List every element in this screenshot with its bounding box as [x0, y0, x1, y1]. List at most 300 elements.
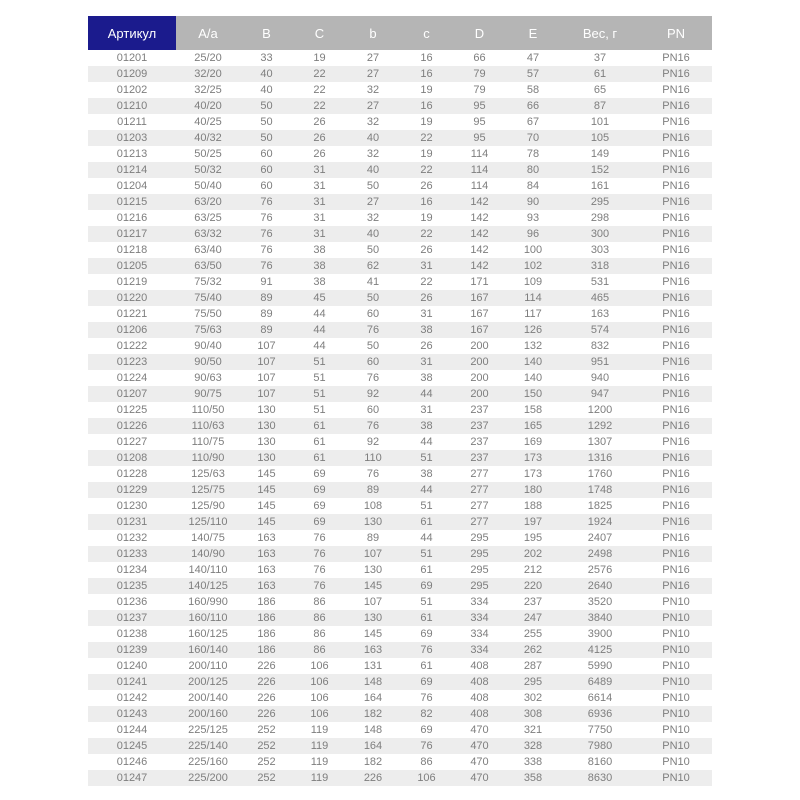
table-row — [88, 178, 712, 194]
table-cell: 165 — [506, 418, 560, 434]
table-cell: 6614 — [560, 690, 640, 706]
table-row — [88, 562, 712, 578]
table-cell: PN16 — [640, 546, 712, 562]
article-cell: 01209 — [88, 66, 176, 82]
article-cell: 01236 — [88, 594, 176, 610]
table-cell: PN16 — [640, 226, 712, 242]
table-cell: PN10 — [640, 594, 712, 610]
table-cell: 40 — [240, 66, 293, 82]
table-cell: 50 — [240, 114, 293, 130]
article-cell: 01237 — [88, 610, 176, 626]
table-cell: 408 — [453, 674, 506, 690]
table-cell: 107 — [346, 594, 400, 610]
table-cell: 63/32 — [176, 226, 240, 242]
table-cell: 76 — [346, 370, 400, 386]
table-cell: 252 — [240, 722, 293, 738]
table-cell: 126 — [506, 322, 560, 338]
table-cell: 160/125 — [176, 626, 240, 642]
table-cell: 164 — [346, 738, 400, 754]
table-cell: 70 — [506, 130, 560, 146]
table-cell: 145 — [240, 514, 293, 530]
table-cell: 225/125 — [176, 722, 240, 738]
table-cell: 31 — [293, 178, 346, 194]
table-cell: 106 — [293, 674, 346, 690]
table-cell: 1924 — [560, 514, 640, 530]
table-cell: 186 — [240, 642, 293, 658]
article-cell: 01205 — [88, 258, 176, 274]
table-cell: 69 — [293, 514, 346, 530]
table-row — [88, 722, 712, 738]
table-cell: PN10 — [640, 722, 712, 738]
table-cell: PN16 — [640, 578, 712, 594]
table-cell: 69 — [400, 722, 453, 738]
table-cell: 69 — [400, 626, 453, 642]
table-cell: 61 — [400, 610, 453, 626]
table-cell: 328 — [506, 738, 560, 754]
table-cell: 63/40 — [176, 242, 240, 258]
table-header — [88, 16, 712, 50]
table-cell: 321 — [506, 722, 560, 738]
table-cell: 149 — [560, 146, 640, 162]
table-cell: 142 — [453, 194, 506, 210]
table-cell: 75/32 — [176, 274, 240, 290]
table-row — [88, 546, 712, 562]
table-cell: 108 — [346, 498, 400, 514]
article-cell: 01238 — [88, 626, 176, 642]
table-cell: 6489 — [560, 674, 640, 690]
table-cell: 91 — [240, 274, 293, 290]
table-cell: 106 — [293, 706, 346, 722]
table-cell: PN16 — [640, 194, 712, 210]
table-cell: 19 — [400, 210, 453, 226]
table-cell: 161 — [560, 178, 640, 194]
table-cell: 277 — [453, 466, 506, 482]
table-cell: 76 — [400, 690, 453, 706]
article-cell: 01225 — [88, 402, 176, 418]
article-cell: 01240 — [88, 658, 176, 674]
table-cell: 225/200 — [176, 770, 240, 786]
table-cell: 287 — [506, 658, 560, 674]
table-cell: 114 — [453, 178, 506, 194]
table-cell: 89 — [346, 530, 400, 546]
table-cell: 237 — [506, 594, 560, 610]
table-cell: 40/32 — [176, 130, 240, 146]
table-cell: 16 — [400, 50, 453, 66]
table-cell: 44 — [400, 530, 453, 546]
table-cell: 303 — [560, 242, 640, 258]
table-row — [88, 338, 712, 354]
table-cell: 84 — [506, 178, 560, 194]
table-cell: 95 — [453, 114, 506, 130]
table-row — [88, 402, 712, 418]
table-cell: 69 — [293, 466, 346, 482]
table-cell: 277 — [453, 514, 506, 530]
table-cell: 140 — [506, 354, 560, 370]
table-cell: 38 — [400, 370, 453, 386]
table-cell: 226 — [240, 658, 293, 674]
table-cell: 16 — [400, 194, 453, 210]
table-cell: 132 — [506, 338, 560, 354]
table-cell: 140/125 — [176, 578, 240, 594]
table-row — [88, 690, 712, 706]
table-cell: 40/20 — [176, 98, 240, 114]
table-cell: 50 — [240, 98, 293, 114]
table-cell: 1316 — [560, 450, 640, 466]
table-cell: 1307 — [560, 434, 640, 450]
column-header-pn: PN — [640, 16, 712, 50]
table-cell: PN16 — [640, 146, 712, 162]
table-cell: 16 — [400, 66, 453, 82]
table-cell: 19 — [400, 146, 453, 162]
table-cell: 247 — [506, 610, 560, 626]
column-header-b-upper: B — [240, 16, 293, 50]
table-cell: 7980 — [560, 738, 640, 754]
table-cell: 202 — [506, 546, 560, 562]
table-cell: 470 — [453, 754, 506, 770]
table-cell: 86 — [293, 610, 346, 626]
table-row — [88, 290, 712, 306]
table-cell: 1200 — [560, 402, 640, 418]
table-cell: 76 — [240, 194, 293, 210]
table-cell: 145 — [346, 578, 400, 594]
table-cell: PN16 — [640, 466, 712, 482]
table-cell: 125/90 — [176, 498, 240, 514]
table-cell: 100 — [506, 242, 560, 258]
table-cell: 195 — [506, 530, 560, 546]
table-cell: 63/20 — [176, 194, 240, 210]
table-cell: 1748 — [560, 482, 640, 498]
table-cell: 110 — [346, 450, 400, 466]
table-cell: 145 — [240, 482, 293, 498]
table-cell: 142 — [453, 226, 506, 242]
table-cell: 61 — [400, 658, 453, 674]
article-cell: 01223 — [88, 354, 176, 370]
table-cell: PN16 — [640, 482, 712, 498]
table-cell: 44 — [400, 482, 453, 498]
article-cell: 01218 — [88, 242, 176, 258]
table-cell: 32/20 — [176, 66, 240, 82]
table-cell: 44 — [293, 306, 346, 322]
table-cell: 295 — [560, 194, 640, 210]
table-cell: 182 — [346, 754, 400, 770]
table-cell: 465 — [560, 290, 640, 306]
table-cell: 32 — [346, 82, 400, 98]
table-body — [88, 50, 712, 786]
table-cell: 44 — [293, 338, 346, 354]
table-cell: 158 — [506, 402, 560, 418]
table-cell: 200/140 — [176, 690, 240, 706]
article-cell: 01215 — [88, 194, 176, 210]
table-cell: 106 — [293, 658, 346, 674]
table-row — [88, 66, 712, 82]
table-cell: 38 — [400, 466, 453, 482]
table-cell: 107 — [240, 370, 293, 386]
table-cell: 76 — [293, 562, 346, 578]
table-cell: 37 — [560, 50, 640, 66]
table-cell: 145 — [240, 498, 293, 514]
table-cell: 3840 — [560, 610, 640, 626]
table-cell: 40 — [346, 226, 400, 242]
table-cell: 295 — [453, 562, 506, 578]
table-cell: 76 — [293, 546, 346, 562]
table-cell: 200/125 — [176, 674, 240, 690]
table-cell: PN16 — [640, 370, 712, 386]
table-cell: 173 — [506, 450, 560, 466]
table-cell: 31 — [400, 402, 453, 418]
table-cell: 60 — [346, 306, 400, 322]
table-cell: 106 — [293, 690, 346, 706]
table-cell: PN16 — [640, 434, 712, 450]
table-cell: 145 — [240, 466, 293, 482]
table-cell: PN10 — [640, 610, 712, 626]
table-cell: 44 — [400, 386, 453, 402]
table-cell: 408 — [453, 690, 506, 706]
article-cell: 01203 — [88, 130, 176, 146]
table-row — [88, 450, 712, 466]
table-cell: 76 — [346, 322, 400, 338]
table-cell: 163 — [240, 578, 293, 594]
table-row — [88, 578, 712, 594]
article-cell: 01213 — [88, 146, 176, 162]
table-cell: 262 — [506, 642, 560, 658]
table-cell: 3520 — [560, 594, 640, 610]
dimensions-table — [88, 16, 712, 786]
table-cell: 22 — [400, 162, 453, 178]
table-row — [88, 626, 712, 642]
table-cell: 101 — [560, 114, 640, 130]
table-cell: 200 — [453, 338, 506, 354]
table-cell: 82 — [400, 706, 453, 722]
table-cell: 63/25 — [176, 210, 240, 226]
table-cell: 60 — [240, 178, 293, 194]
table-cell: 173 — [506, 466, 560, 482]
table-row — [88, 674, 712, 690]
table-cell: 86 — [293, 626, 346, 642]
table-cell: 200 — [453, 354, 506, 370]
table-cell: 237 — [453, 402, 506, 418]
table-cell: 25/20 — [176, 50, 240, 66]
table-cell: 130 — [346, 514, 400, 530]
article-cell: 01219 — [88, 274, 176, 290]
table-cell: PN16 — [640, 498, 712, 514]
table-cell: 69 — [293, 498, 346, 514]
table-cell: 163 — [560, 306, 640, 322]
table-cell: 295 — [506, 674, 560, 690]
column-header-c-upper: C — [293, 16, 346, 50]
table-cell: 169 — [506, 434, 560, 450]
table-cell: 47 — [506, 50, 560, 66]
table-cell: 226 — [240, 706, 293, 722]
column-header-e: E — [506, 16, 560, 50]
table-cell: 225/140 — [176, 738, 240, 754]
table-cell: PN16 — [640, 66, 712, 82]
table-cell: 182 — [346, 706, 400, 722]
table-cell: 22 — [293, 98, 346, 114]
table-cell: 51 — [400, 594, 453, 610]
table-cell: 32 — [346, 146, 400, 162]
table-cell: 107 — [240, 338, 293, 354]
table-cell: PN16 — [640, 130, 712, 146]
table-cell: 107 — [346, 546, 400, 562]
article-cell: 01216 — [88, 210, 176, 226]
table-cell: 110/90 — [176, 450, 240, 466]
table-cell: 130 — [240, 418, 293, 434]
table-cell: 22 — [400, 274, 453, 290]
table-cell: 22 — [293, 82, 346, 98]
table-cell: 951 — [560, 354, 640, 370]
table-cell: 79 — [453, 82, 506, 98]
table-cell: 8630 — [560, 770, 640, 786]
table-row — [88, 98, 712, 114]
table-cell: PN10 — [640, 658, 712, 674]
table-cell: 186 — [240, 594, 293, 610]
article-cell: 01202 — [88, 82, 176, 98]
table-cell: 107 — [240, 354, 293, 370]
article-cell: 01201 — [88, 50, 176, 66]
table-cell: 531 — [560, 274, 640, 290]
table-cell: 32 — [346, 210, 400, 226]
table-cell: PN10 — [640, 770, 712, 786]
table-cell: 8160 — [560, 754, 640, 770]
table-cell: 63/50 — [176, 258, 240, 274]
table-cell: PN10 — [640, 626, 712, 642]
table-cell: 31 — [293, 226, 346, 242]
table-cell: 89 — [240, 290, 293, 306]
table-cell: 69 — [400, 674, 453, 690]
table-cell: 140/110 — [176, 562, 240, 578]
table-cell: 51 — [293, 386, 346, 402]
table-cell: 117 — [506, 306, 560, 322]
table-cell: 95 — [453, 98, 506, 114]
table-cell: 574 — [560, 322, 640, 338]
table-cell: PN16 — [640, 562, 712, 578]
table-cell: 58 — [506, 82, 560, 98]
article-cell: 01208 — [88, 450, 176, 466]
table-cell: PN16 — [640, 242, 712, 258]
table-cell: 22 — [293, 66, 346, 82]
table-cell: 163 — [240, 530, 293, 546]
table-cell: 163 — [346, 642, 400, 658]
table-cell: 277 — [453, 482, 506, 498]
column-header-c-lower: c — [400, 16, 453, 50]
table-cell: PN16 — [640, 162, 712, 178]
table-cell: 32/25 — [176, 82, 240, 98]
table-cell: 114 — [453, 162, 506, 178]
table-cell: 338 — [506, 754, 560, 770]
table-cell: 2576 — [560, 562, 640, 578]
table-cell: 66 — [506, 98, 560, 114]
table-cell: 200/160 — [176, 706, 240, 722]
table-cell: 110/75 — [176, 434, 240, 450]
table-cell: 125/75 — [176, 482, 240, 498]
table-cell: 90/50 — [176, 354, 240, 370]
table-row — [88, 354, 712, 370]
table-cell: PN10 — [640, 706, 712, 722]
table-cell: 26 — [293, 146, 346, 162]
table-row — [88, 210, 712, 226]
table-cell: PN16 — [640, 354, 712, 370]
table-cell: 318 — [560, 258, 640, 274]
table-row — [88, 82, 712, 98]
table-cell: PN16 — [640, 210, 712, 226]
article-cell: 01206 — [88, 322, 176, 338]
table-cell: PN10 — [640, 674, 712, 690]
table-cell: PN16 — [640, 82, 712, 98]
table-cell: 40 — [346, 162, 400, 178]
table-cell: 61 — [293, 434, 346, 450]
table-cell: 61 — [560, 66, 640, 82]
table-cell: 470 — [453, 722, 506, 738]
table-cell: PN16 — [640, 402, 712, 418]
table-cell: 26 — [293, 114, 346, 130]
table-cell: 163 — [240, 546, 293, 562]
table-cell: 140 — [506, 370, 560, 386]
table-cell: 78 — [506, 146, 560, 162]
table-cell: 226 — [240, 690, 293, 706]
column-header-d: D — [453, 16, 506, 50]
table-cell: 31 — [400, 258, 453, 274]
table-cell: 38 — [293, 274, 346, 290]
table-cell: PN16 — [640, 530, 712, 546]
table-cell: 69 — [400, 578, 453, 594]
table-cell: 44 — [293, 322, 346, 338]
table-cell: 50 — [346, 242, 400, 258]
table-cell: 197 — [506, 514, 560, 530]
table-row — [88, 162, 712, 178]
article-cell: 01214 — [88, 162, 176, 178]
table-cell: 76 — [346, 466, 400, 482]
table-cell: 31 — [293, 210, 346, 226]
table-cell: 109 — [506, 274, 560, 290]
table-cell: 225/160 — [176, 754, 240, 770]
table-cell: 188 — [506, 498, 560, 514]
table-cell: 26 — [293, 130, 346, 146]
table-cell: 119 — [293, 754, 346, 770]
table-cell: 300 — [560, 226, 640, 242]
table-cell: 130 — [240, 434, 293, 450]
table-cell: PN16 — [640, 306, 712, 322]
table-cell: 150 — [506, 386, 560, 402]
table-cell: 26 — [400, 242, 453, 258]
table-cell: 27 — [346, 50, 400, 66]
table-cell: 180 — [506, 482, 560, 498]
article-cell: 01242 — [88, 690, 176, 706]
table-cell: 237 — [453, 418, 506, 434]
table-cell: PN16 — [640, 114, 712, 130]
table-cell: 125/110 — [176, 514, 240, 530]
table-cell: PN16 — [640, 338, 712, 354]
table-cell: 200 — [453, 370, 506, 386]
table-cell: 79 — [453, 66, 506, 82]
article-cell: 01210 — [88, 98, 176, 114]
table-cell: 31 — [293, 194, 346, 210]
column-header-b-lower: b — [346, 16, 400, 50]
table-header-row — [88, 16, 712, 50]
table-cell: 142 — [453, 258, 506, 274]
table-cell: 255 — [506, 626, 560, 642]
table-cell: 7750 — [560, 722, 640, 738]
table-cell: 51 — [400, 450, 453, 466]
table-cell: 130 — [240, 450, 293, 466]
table-row — [88, 738, 712, 754]
table-cell: 19 — [400, 82, 453, 98]
table-cell: 38 — [400, 418, 453, 434]
table-cell: 89 — [240, 322, 293, 338]
article-cell: 01245 — [88, 738, 176, 754]
table-row — [88, 498, 712, 514]
table-cell: 51 — [293, 402, 346, 418]
article-cell: 01221 — [88, 306, 176, 322]
